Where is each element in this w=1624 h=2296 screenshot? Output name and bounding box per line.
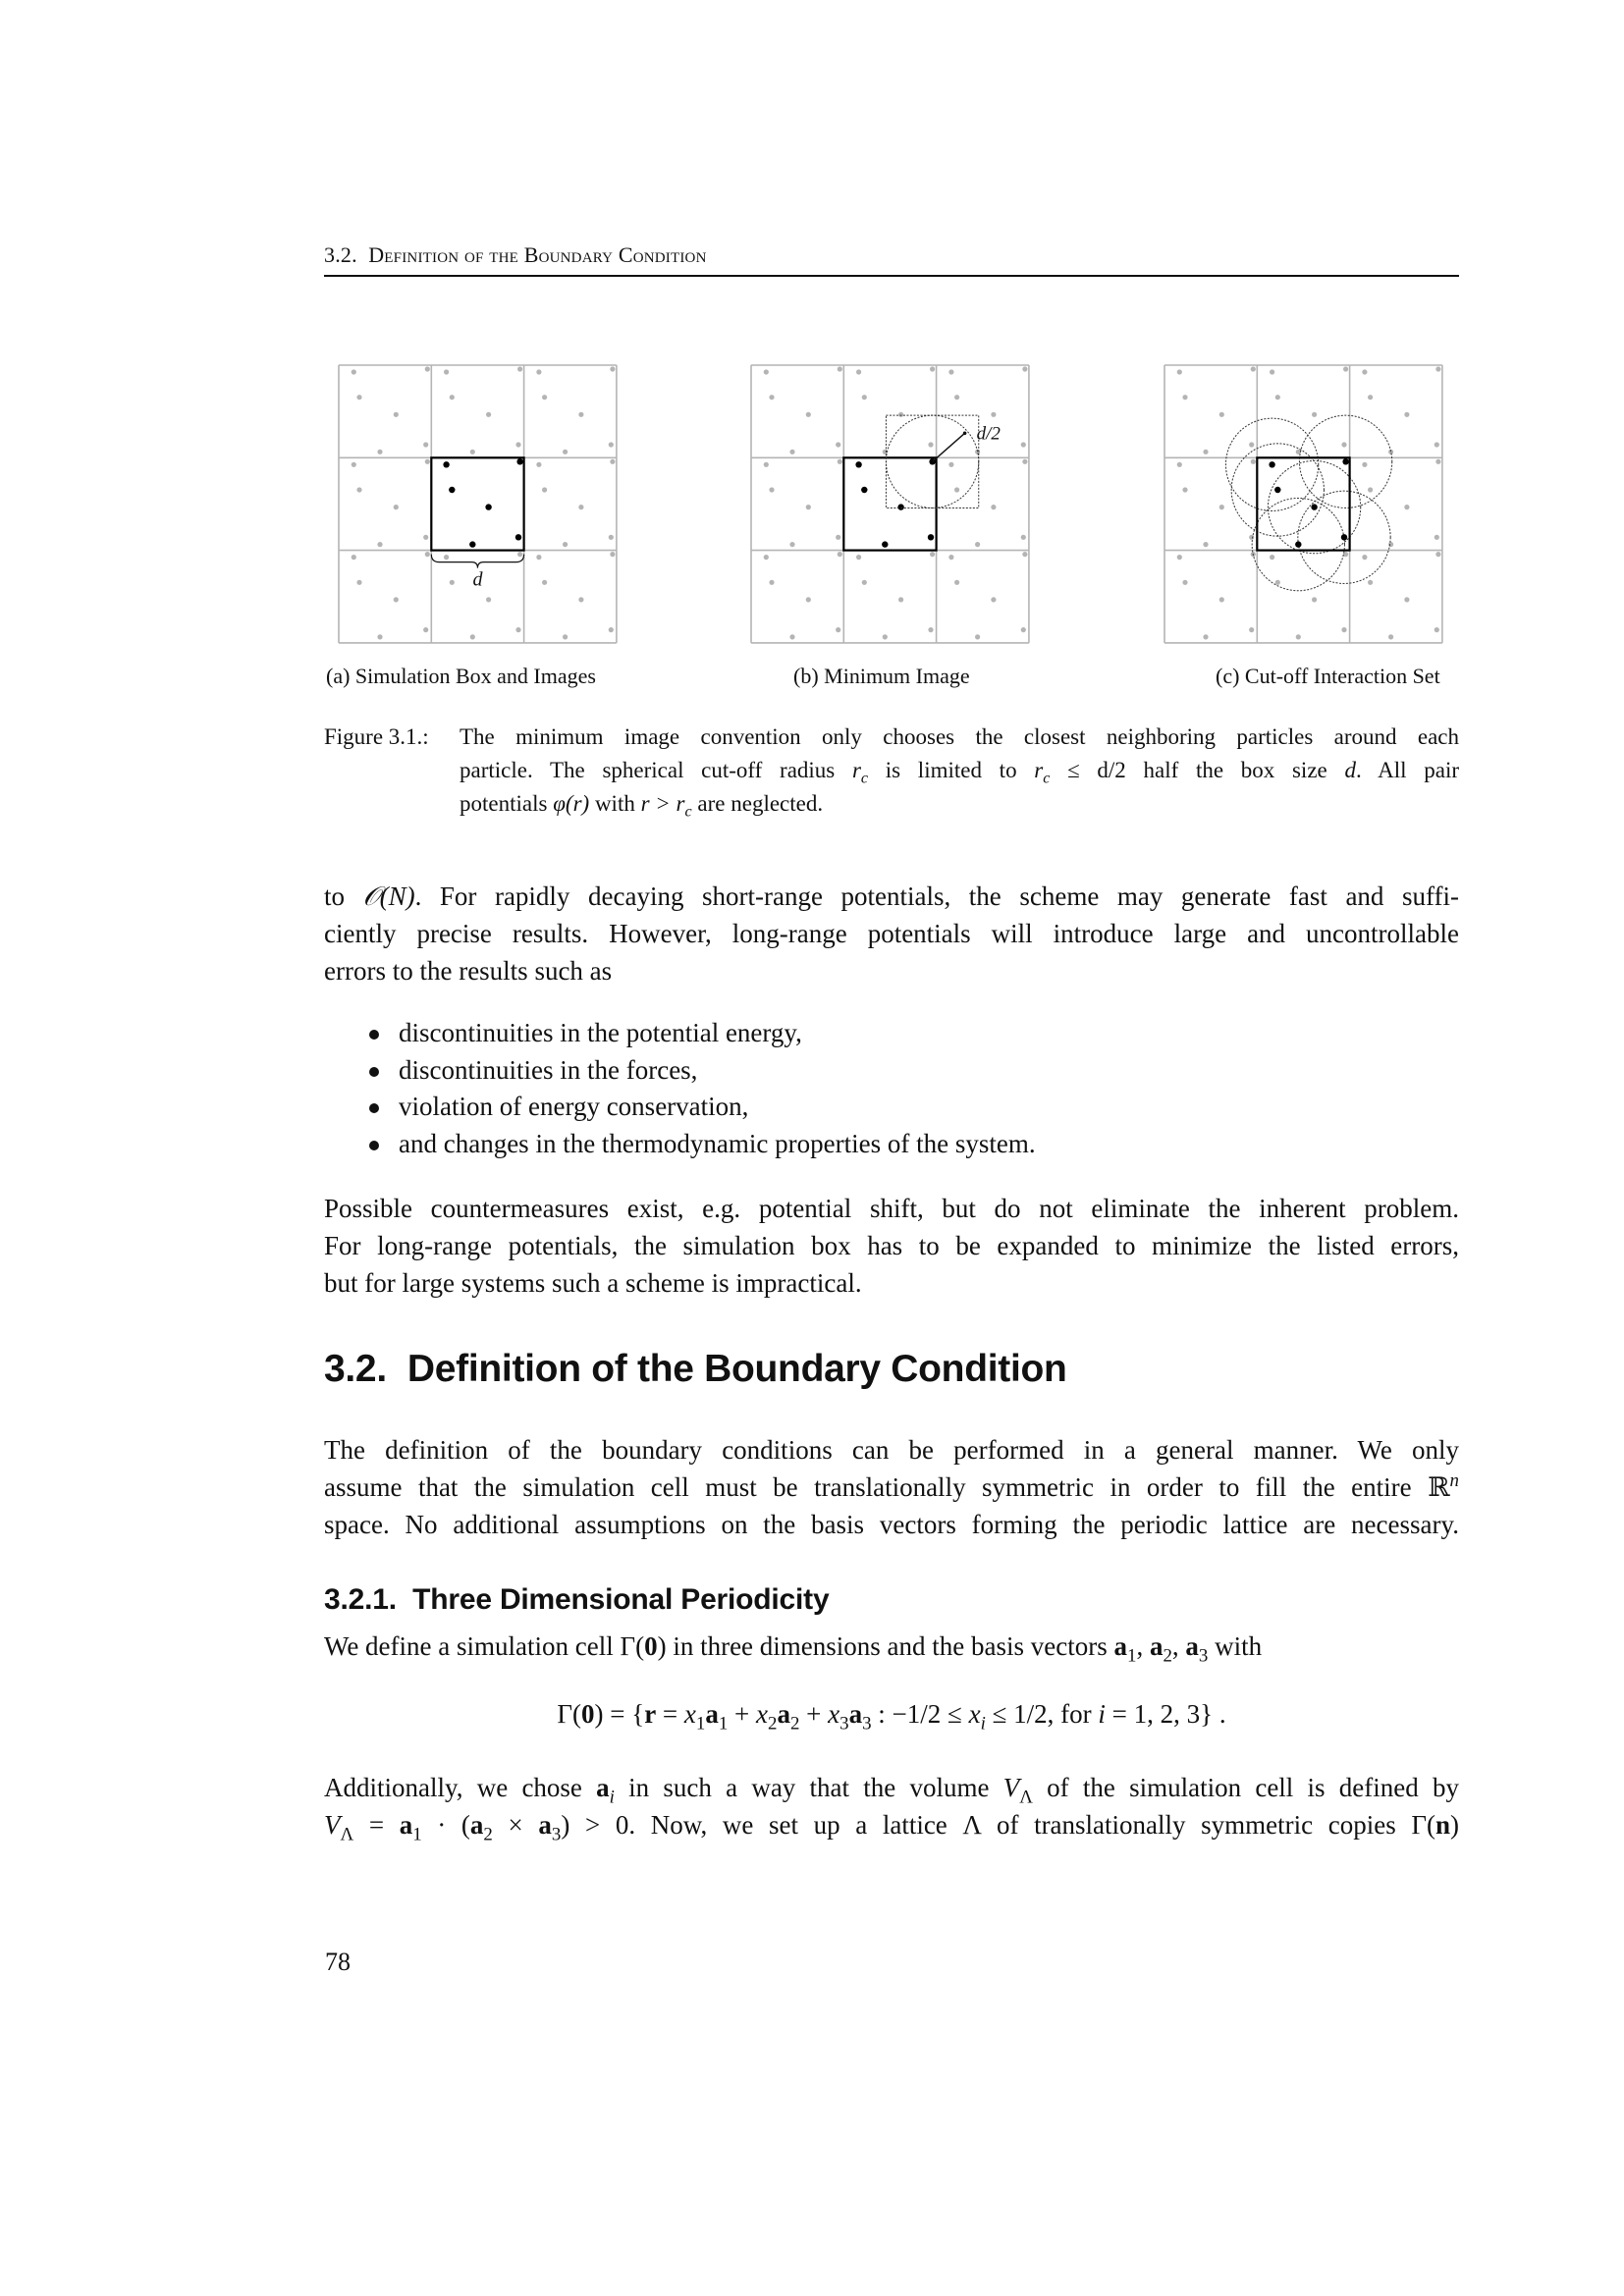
list-item: violation of energy conservation, [365, 1089, 1036, 1126]
equation-cell-definition: $\Gamma(0) = \{r = x_1a_1 + x_2a_2 + x_3a_3$ : $-1/2 \le x_i \le 1/2$, for i = 1, 2, 3} . [557, 1699, 1226, 1735]
figure-panel-a [334, 359, 628, 654]
paragraph-volume [324, 1769, 1459, 1843]
paragraph-line: For long-range potentials, the simulation box has to be expanded to minimize the listed errors, [324, 1231, 1459, 1260]
caption-line-2: particle. The spherical cut-off radius $r_c$ is limited to $r_c \le d/2$ half the box size d. All pair [460, 758, 1459, 787]
paragraph-line: Additionally, we chose $a_i$ in such a way that the volume $V_\Lambda$ of the simulation cell is defined by [324, 1773, 1459, 1808]
subsection-heading: 3.2.1. Three Dimensional Periodicity [324, 1583, 830, 1616]
paragraph-countermeasures [324, 1190, 1459, 1302]
list-item: and changes in the thermodynamic properties of the system. [365, 1126, 1036, 1163]
paragraph-line: We define a simulation cell Γ(0) in three dimensions and the basis vectors $a_1$, $a_2$, $a_3$ with [324, 1631, 1263, 1667]
running-head-number: 3.2. [324, 242, 357, 267]
subcaption-b: (b) Minimum Image [793, 664, 970, 688]
paragraph-line: assume that the simulation cell must be translationally symmetric in order to fill the entire ℝ$^n$ [324, 1470, 1459, 1502]
figure-caption [324, 721, 1463, 821]
caption-line-1: The minimum image convention only chooses the closest neighboring particles around each [460, 724, 1459, 749]
figure-panel-b [746, 359, 1041, 654]
figure-caption-label: Figure 3.1.: [324, 724, 429, 749]
paragraph-line: space. No additional assumptions on the basis vectors forming the periodic lattice are necessary. [324, 1510, 1459, 1539]
error-list [365, 1015, 1036, 1162]
paragraph-line: but for large systems such a scheme is impractical. [324, 1268, 862, 1298]
list-item: discontinuities in the forces, [365, 1052, 1036, 1090]
paragraph-line: ciently precise results. However, long-range potentials will introduce large and uncontrollable [324, 919, 1459, 948]
paragraph-line: errors to the results such as [324, 956, 613, 986]
minimum-image-diagram [746, 359, 1041, 654]
section-heading: 3.2. Definition of the Boundary Condition [324, 1348, 1067, 1390]
paragraph-errors-intro [324, 878, 1459, 989]
running-head [324, 242, 1459, 268]
paragraph-cell-definition [324, 1628, 1459, 1665]
subcaption-c: (c) Cut-off Interaction Set [1216, 664, 1440, 688]
page-number: 78 [325, 1948, 351, 1976]
paragraph-section-intro [324, 1431, 1459, 1543]
running-head-title: Definition of the Boundary Condition [368, 242, 707, 267]
simulation-box-diagram [334, 359, 628, 654]
caption-line-3: potentials φ(r) with $r > r_c$ are neglected. [460, 791, 824, 821]
list-item: discontinuities in the potential energy, [365, 1015, 1036, 1052]
svg-text:d: d [472, 568, 483, 591]
svg-text:d/2: d/2 [976, 423, 1001, 445]
figure-caption-text [460, 721, 1459, 821]
cutoff-interaction-diagram [1160, 359, 1454, 654]
paragraph-line: to 𝒪(N). For rapidly decaying short-range potentials, the scheme may generate fast and suffi- [324, 881, 1459, 911]
paragraph-line: Possible countermeasures exist, e.g. potential shift, but do not eliminate the inherent problem. [324, 1194, 1459, 1223]
figure-panel-c [1160, 359, 1454, 654]
subcaption-a: (a) Simulation Box and Images [326, 664, 596, 688]
header-rule [324, 275, 1459, 277]
paragraph-line: The definition of the boundary conditions can be performed in a general manner. We only [324, 1435, 1459, 1465]
paragraph-line: $V_\Lambda = a_1 \cdot (a_2 \times a_3) > 0$. Now, we set up a lattice Λ of translationally symmetric copies Γ(n) [324, 1810, 1460, 1845]
